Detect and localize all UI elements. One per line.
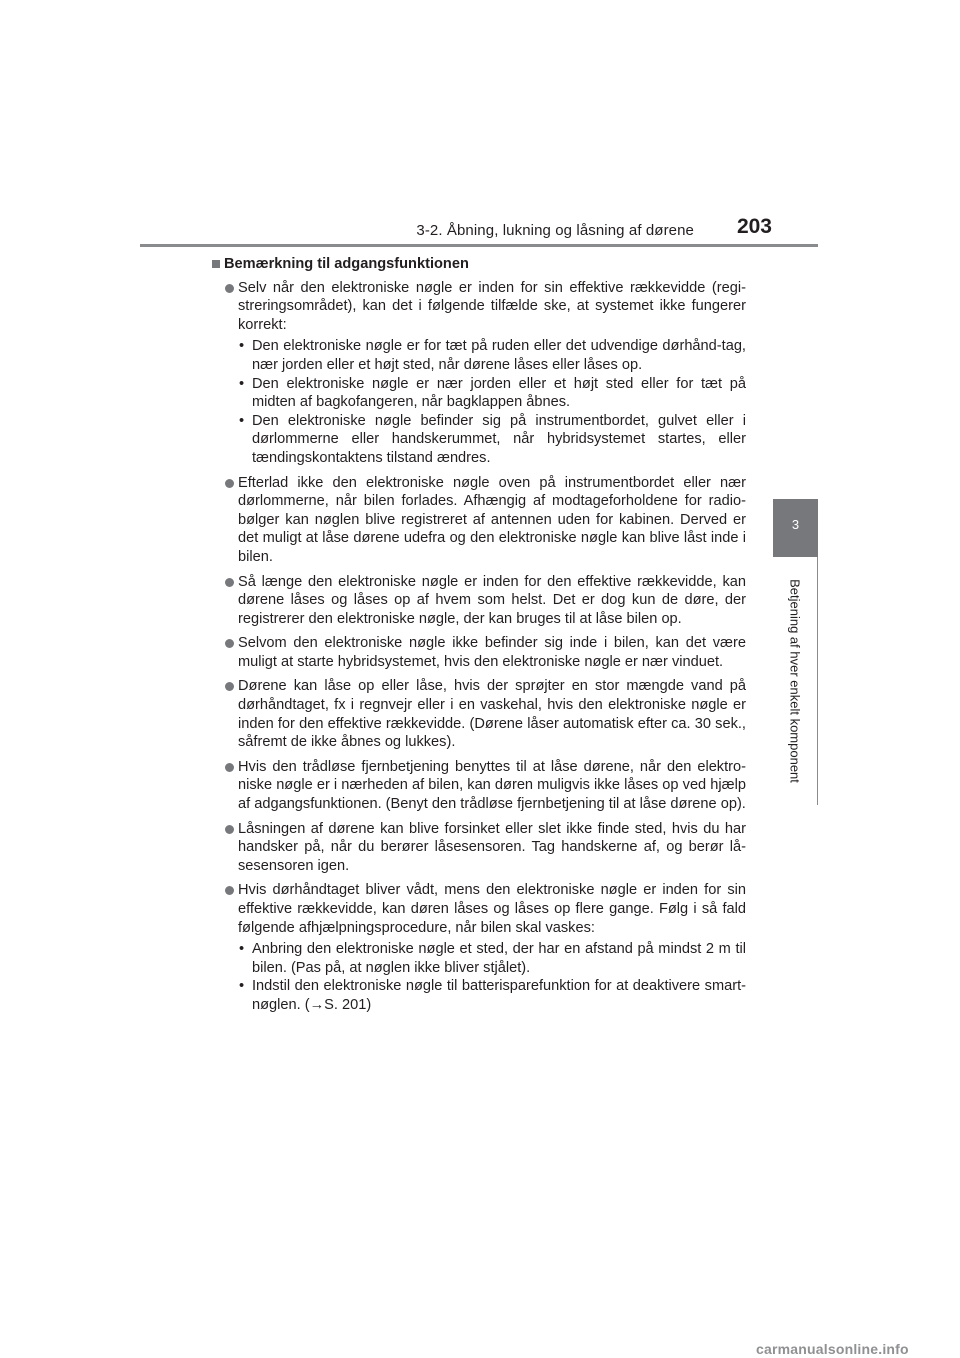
list-item-text: Dørene kan låse op eller låse, hvis der sprøjter en stor mængde vand på dørhåndtaget, fx i regnvejr eller i en vaskehal, hvis den elektroniske nøgle er inden for den effektive rækkevidde. (Dørene låser automatisk efter ca. 30 sek., såfremt de ikke åbnes og lukkes). bbox=[238, 678, 746, 751]
list-item bbox=[212, 758, 746, 814]
square-bullet-icon bbox=[212, 260, 220, 268]
chapter-number: 3 bbox=[791, 517, 800, 532]
circle-bullet-icon bbox=[225, 578, 234, 587]
section-title: 3-2. Åbning, lukning og låsning af dørene bbox=[416, 222, 694, 239]
circle-bullet-icon bbox=[225, 682, 234, 691]
chapter-tab bbox=[773, 499, 818, 557]
list-item-text: Hvis den trådløse fjernbetjening benyttes til at låse dørene, når den elektro-niske nøgle er i nærheden af bilen, kan døren muligvis ikke låses op ved hjælp af adgangsfunktionen. (Benyt den trådløse fjernbetjening til at låse dørene op). bbox=[238, 758, 746, 813]
page-number: 203 bbox=[736, 215, 772, 238]
sub-list-item: • Den elektroniske nøgle er for tæt på ruden eller det udvendige dørhånd-tag, nær jorden eller et højt sted, når dørene låses eller låses op. bbox=[238, 337, 746, 374]
circle-bullet-icon bbox=[225, 479, 234, 488]
list-item bbox=[212, 573, 746, 629]
list-item-text: Hvis dørhåndtaget bliver vådt, mens den elektroniske nøgle er inden for sin effektive rækkevidde, kan døren låses og låses op flere gange. Følg i så fald følgende afhjælpningsprocedure, når bilen skal vaskes: bbox=[238, 882, 746, 936]
page-header bbox=[140, 212, 818, 248]
list-item bbox=[212, 677, 746, 751]
chapter-label: Betjening af hver enkelt komponent bbox=[787, 579, 803, 783]
circle-bullet-icon bbox=[225, 639, 234, 648]
list-item bbox=[212, 881, 746, 1014]
section-heading bbox=[212, 255, 746, 274]
list-item bbox=[212, 634, 746, 671]
section-heading-text: Bemærkning til adgangsfunktionen bbox=[224, 256, 469, 272]
list-item bbox=[212, 279, 746, 468]
list-item-text: Så længe den elektroniske nøgle er inden for den effektive rækkevidde, kan dørene låses og låses op af hvem som helst. Det er dog kun de døre, der registrerer den elektroniske nøgle, der kan bruges til at låse bilen op. bbox=[238, 573, 746, 627]
circle-bullet-icon bbox=[225, 886, 234, 895]
sub-list-item: • Anbring den elektroniske nøgle et sted, der har en afstand på mindst 2 m til bilen. (Pas på, at nøglen ikke bliver stjålet). bbox=[238, 940, 746, 977]
circle-bullet-icon bbox=[225, 825, 234, 834]
header-rule bbox=[140, 244, 818, 247]
list-item-text: Selvom den elektroniske nøgle ikke befinder sig inde i bilen, kan det være muligt at starte hybridsystemet, hvis den elektroniske nøgle er nær vinduet. bbox=[238, 635, 746, 670]
list-item-text: Låsningen af dørene kan blive forsinket eller slet ikke finde sted, hvis du har handsker på, når du berører låsesensoren. Tag handskerne af, og berør lå-sesensoren igen. bbox=[238, 820, 746, 874]
sub-list bbox=[238, 940, 746, 1014]
list-item bbox=[212, 474, 746, 567]
chapter-side-line bbox=[817, 557, 818, 805]
sub-list bbox=[238, 337, 746, 467]
main-content bbox=[212, 255, 746, 1021]
watermark-footer: carmanualsonline.info bbox=[756, 1341, 909, 1357]
list-item bbox=[212, 820, 746, 876]
list-item-text: Selv når den elektroniske nøgle er inden for sin effektive rækkevidde (regi-streringsområdet), kan det i følgende tilfælde ske, at systemet ikke fungerer korrekt: bbox=[238, 279, 746, 333]
circle-bullet-icon bbox=[225, 284, 234, 293]
sub-list-item: • Den elektroniske nøgle befinder sig på instrumentbordet, gulvet eller i dørlommerne eller handskerummet, når hybridsystemet startes, eller tændingskontaktens tilstand ændres. bbox=[238, 412, 746, 468]
list-item-text: Efterlad ikke den elektroniske nøgle oven på instrumentbordet eller nær dørlommerne, når bilen forlades. Afhængig af modtageforholdene for radio-bølger kan nøglen blive registreret af antennen uden for kabinen. Derved er det muligt at låse dørene udefra og den elektroniske nøgle kan blive låst inde i bilen. bbox=[238, 474, 746, 565]
sub-list-item: • Indstil den elektroniske nøgle til batterisparefunktion for at deaktivere smart-nøglen. (→S. 201) bbox=[238, 977, 746, 1014]
circle-bullet-icon bbox=[225, 763, 234, 772]
sub-list-item: • Den elektroniske nøgle er nær jorden eller et højt sted eller for tæt på midten af bagkofangeren, når bagklappen åbnes. bbox=[238, 375, 746, 412]
